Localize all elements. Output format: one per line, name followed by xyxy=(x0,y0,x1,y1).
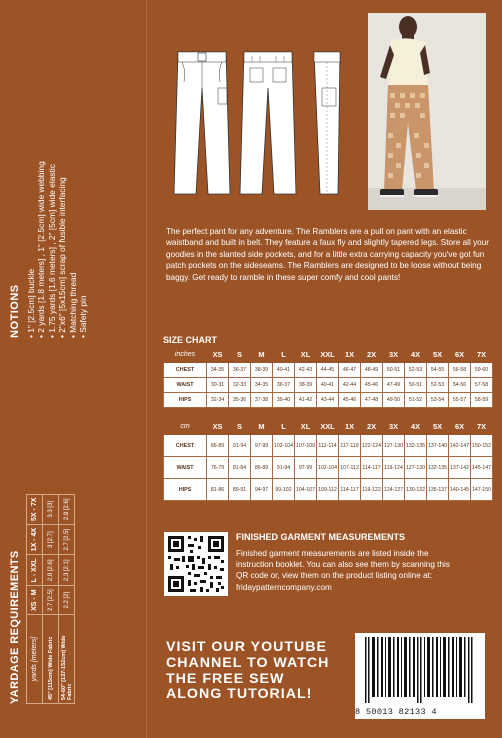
table-cell: 56-58 xyxy=(449,363,471,378)
finished-garment-line: instruction booklet. You can also see them by scanning this xyxy=(236,560,450,570)
size-header: 6X xyxy=(449,419,471,435)
table-cell: 102-104 xyxy=(317,457,339,479)
youtube-callout-line: VISIT OUR YOUTUBE xyxy=(166,639,327,655)
notions-item: • Safety pin xyxy=(78,161,88,338)
table-cell: 137-140 xyxy=(427,435,449,457)
yardage-column-header: 1X - 4X xyxy=(27,524,43,554)
table-cell: 104-107 xyxy=(295,479,317,501)
table-cell: 91-94 xyxy=(273,457,295,479)
yardage-cell: 3 [2.7] xyxy=(43,524,59,554)
yardage-column-header: L - XXL xyxy=(27,555,43,586)
size-header: 4X xyxy=(405,347,427,363)
table-cell: 45-46 xyxy=(339,393,361,408)
qr-code[interactable] xyxy=(164,532,228,596)
size-header: S xyxy=(229,347,251,363)
notions-item: • 1" [2.5cm] buckle xyxy=(26,161,36,338)
size-header: XXL xyxy=(317,419,339,435)
table-cell: 38-39 xyxy=(295,378,317,393)
table-cell: 42-43 xyxy=(295,363,317,378)
table-cell: 122-124 xyxy=(361,435,383,457)
yardage-cell: 2.2 [2] xyxy=(59,586,75,615)
youtube-callout-line: CHANNEL TO WATCH xyxy=(166,654,330,671)
yardage-header-label: yards [meters] xyxy=(27,615,43,704)
table-cell: 135-137 xyxy=(427,479,449,501)
size-header: 6X xyxy=(449,347,471,363)
table-cell: 39-40 xyxy=(273,393,295,408)
table-cell: 81-86 xyxy=(207,479,229,501)
table-cell: 109-112 xyxy=(317,479,339,501)
notions-item: • 2 yards [1.8 meters] , 1" [2.5cm] wide webbing xyxy=(36,161,46,338)
size-chart-unit: inches xyxy=(164,347,207,363)
yardage-cell: 2.8 [2.6] xyxy=(59,494,75,524)
yardage-cell: 2.3 [2.1] xyxy=(59,555,75,586)
pant-back-drawing xyxy=(238,48,298,198)
table-cell: 52-53 xyxy=(405,363,427,378)
size-header: XS xyxy=(207,419,229,435)
table-cell: 53-54 xyxy=(427,393,449,408)
size-header: S xyxy=(229,419,251,435)
table-cell: 59-60 xyxy=(471,363,493,378)
size-header: XL xyxy=(295,419,317,435)
table-cell: 97-99 xyxy=(295,457,317,479)
table-row xyxy=(164,347,493,363)
size-header: 1X xyxy=(339,419,361,435)
youtube-callout-line: ALONG TUTORIAL! xyxy=(166,686,313,703)
table-cell: 49-50 xyxy=(383,393,405,408)
size-header: L xyxy=(273,419,295,435)
table-cell: 40-41 xyxy=(317,378,339,393)
notions-item: • 1.75 yards [1.6 meters] , 2" [5cm] wide elastic xyxy=(47,161,57,338)
yardage-column-header: 5X - 7X xyxy=(27,494,43,524)
table-cell: 36-37 xyxy=(273,378,295,393)
table-cell: 127-130 xyxy=(383,435,405,457)
table-cell: 57-58 xyxy=(471,378,493,393)
table-cell: 132-135 xyxy=(405,435,427,457)
table-row xyxy=(164,378,493,393)
table-cell: 43-44 xyxy=(317,393,339,408)
table-cell: 50-51 xyxy=(383,363,405,378)
table-cell: 30-31 xyxy=(207,378,229,393)
size-header: XL xyxy=(295,347,317,363)
youtube-callout xyxy=(166,640,329,703)
barcode xyxy=(355,633,485,719)
size-header: XS xyxy=(207,347,229,363)
table-cell: 130-132 xyxy=(405,479,427,501)
table-cell: 124-127 xyxy=(383,479,405,501)
table-row xyxy=(164,419,493,435)
table-cell: 86-89 xyxy=(207,435,229,457)
yardage-cell: 2.7 [2.5] xyxy=(43,586,59,615)
yardage-cell: 2.7 [2.5] xyxy=(59,524,75,554)
table-cell: 52-53 xyxy=(427,378,449,393)
yardage-table xyxy=(26,494,75,704)
size-chart-cm-table xyxy=(163,418,493,501)
table-cell: 44-45 xyxy=(317,363,339,378)
table-cell: 76-79 xyxy=(207,457,229,479)
measure-label: CHEST xyxy=(164,435,207,457)
table-row xyxy=(164,479,493,501)
left-side-panel xyxy=(0,0,146,738)
barcode-number: 8 50013 82133 4 xyxy=(355,707,437,717)
table-cell: 58-59 xyxy=(471,393,493,408)
size-header: L xyxy=(273,347,295,363)
size-header: 2X xyxy=(361,419,383,435)
yardage-title: YARDAGE REQUIREMENTS xyxy=(9,550,21,704)
product-description: The perfect pant for any adventure. The Ramblers are a pull on pant with an elastic waistband and built in belt. They feature a faux fly and slightly tapered legs. Store all your goodies in the slanted side pockets, and for a little extra carrying capacity you've got fun patch pockets on the sideseams. The Ramblers are designed to be loose without being baggy. Get ready to ramble in these super comfy and cool pants! xyxy=(166,227,489,282)
table-cell: 34-35 xyxy=(251,378,273,393)
table-cell: 36-37 xyxy=(229,363,251,378)
table-cell: 99-102 xyxy=(273,479,295,501)
table-cell: 42-44 xyxy=(339,378,361,393)
table-cell: 119-122 xyxy=(361,479,383,501)
table-cell: 107-109 xyxy=(295,435,317,457)
table-cell: 114-117 xyxy=(339,479,361,501)
table-cell: 32-33 xyxy=(229,378,251,393)
table-cell: 50-51 xyxy=(405,378,427,393)
table-row xyxy=(164,393,493,408)
yardage-cell: 3.3 [3] xyxy=(43,494,59,524)
table-cell: 137-142 xyxy=(449,457,471,479)
table-cell: 51-52 xyxy=(405,393,427,408)
table-cell: 47-48 xyxy=(361,393,383,408)
table-cell: 38-39 xyxy=(251,363,273,378)
yardage-cell: 2.8 [2.6] xyxy=(43,555,59,586)
yardage-row-label: 45" [115cm] Wide Fabric xyxy=(43,615,59,704)
notions-item: • 2"x6" [5x15cm] scrap of fusible interfacing xyxy=(57,161,67,338)
table-cell: 147-150 xyxy=(471,479,493,501)
table-cell: 107-112 xyxy=(339,457,361,479)
measure-label: HIPS xyxy=(164,393,207,408)
model-photo xyxy=(368,13,486,210)
table-cell: 48-49 xyxy=(361,363,383,378)
size-chart-inches-table xyxy=(163,346,493,408)
table-cell: 94-97 xyxy=(251,479,273,501)
notions-list xyxy=(26,161,88,338)
table-cell: 45-46 xyxy=(361,378,383,393)
measure-label: WAIST xyxy=(164,378,207,393)
table-cell: 54-55 xyxy=(427,363,449,378)
table-cell: 54-56 xyxy=(449,378,471,393)
measure-label: WAIST xyxy=(164,457,207,479)
table-row xyxy=(59,494,75,703)
size-header: 1X xyxy=(339,347,361,363)
website-link[interactable]: fridaypatterncompany.com xyxy=(236,582,332,592)
table-row xyxy=(43,494,59,703)
size-header: 4X xyxy=(405,419,427,435)
size-header: 7X xyxy=(471,347,493,363)
table-cell: 91-94 xyxy=(229,435,251,457)
table-cell: 97-99 xyxy=(251,435,273,457)
table-cell: 81-84 xyxy=(229,457,251,479)
table-cell: 47-49 xyxy=(383,378,405,393)
size-header: M xyxy=(251,419,273,435)
size-header: 7X xyxy=(471,419,493,435)
table-cell: 37-38 xyxy=(251,393,273,408)
size-header: XXL xyxy=(317,347,339,363)
measure-label: CHEST xyxy=(164,363,207,378)
table-cell: 41-42 xyxy=(295,393,317,408)
notions-item: • Matching thread xyxy=(68,161,78,338)
table-cell: 89-91 xyxy=(229,479,251,501)
youtube-callout-line: THE FREE SEW xyxy=(166,670,285,687)
size-chart-title: SIZE CHART xyxy=(163,335,217,345)
fold-line xyxy=(146,0,147,738)
table-cell: 145-147 xyxy=(471,457,493,479)
size-header: 3X xyxy=(383,347,405,363)
yardage-row-label: 54-60" [137-152cm] Wide Fabric xyxy=(59,615,75,704)
barcode-bars xyxy=(355,633,485,705)
table-cell: 35-36 xyxy=(229,393,251,408)
notions-title: NOTIONS xyxy=(9,284,21,338)
size-header: 5X xyxy=(427,347,449,363)
finished-garment-title: FINISHED GARMENT MEASUREMENTS xyxy=(236,532,406,542)
finished-garment-line: QR code or, view them on the product listing online at: xyxy=(236,571,433,581)
table-cell: 140-145 xyxy=(449,479,471,501)
yardage-column-header: XS - M xyxy=(27,586,43,615)
table-row xyxy=(164,363,493,378)
table-cell: 102-104 xyxy=(273,435,295,457)
size-chart-unit: cm xyxy=(164,419,207,435)
size-header: M xyxy=(251,347,273,363)
pant-side-drawing xyxy=(308,48,346,198)
table-row xyxy=(164,457,493,479)
table-row xyxy=(164,435,493,457)
table-cell: 34-35 xyxy=(207,363,229,378)
table-cell: 32-34 xyxy=(207,393,229,408)
finished-garment-text xyxy=(236,548,492,593)
size-header: 2X xyxy=(361,347,383,363)
size-header: 5X xyxy=(427,419,449,435)
table-cell: 114-117 xyxy=(361,457,383,479)
finished-garment-line: Finished garment measurements are listed inside the xyxy=(236,549,429,558)
table-cell: 142-147 xyxy=(449,435,471,457)
table-cell: 55-57 xyxy=(449,393,471,408)
pant-front-drawing xyxy=(172,48,232,198)
measure-label: HIPS xyxy=(164,479,207,501)
table-cell: 46-47 xyxy=(339,363,361,378)
table-cell: 40-41 xyxy=(273,363,295,378)
table-cell: 119-124 xyxy=(383,457,405,479)
table-cell: 132-135 xyxy=(427,457,449,479)
size-header: 3X xyxy=(383,419,405,435)
table-cell: 112-114 xyxy=(317,435,339,457)
table-cell: 150-152 xyxy=(471,435,493,457)
table-cell: 127-130 xyxy=(405,457,427,479)
table-cell: 117-119 xyxy=(339,435,361,457)
table-cell: 86-89 xyxy=(251,457,273,479)
